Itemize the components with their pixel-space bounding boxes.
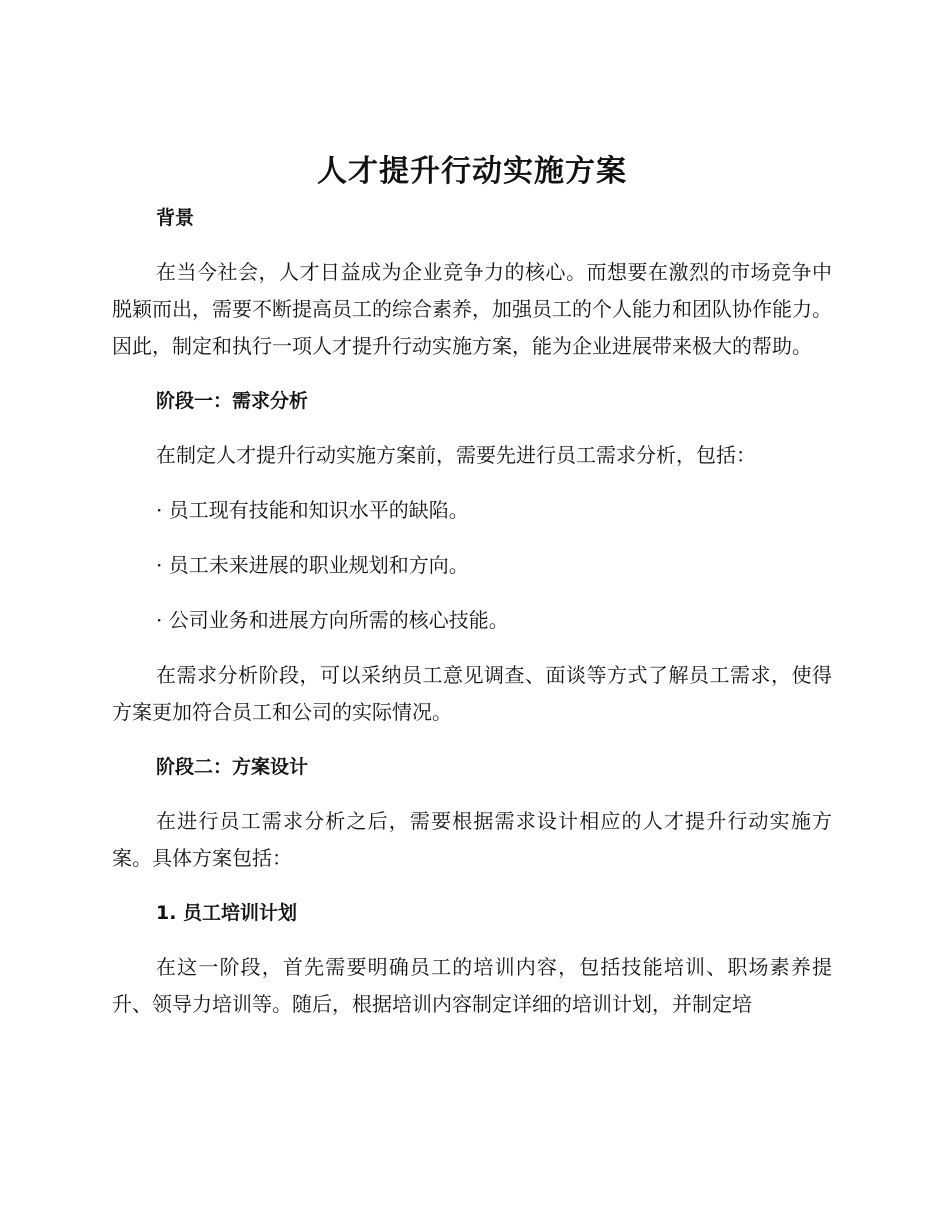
document-title: 人才提升行动实施方案: [317, 154, 627, 189]
section-heading-stage2: 阶段二：方案设计: [156, 756, 309, 778]
section-heading-background: 背景: [156, 207, 195, 229]
paragraph-stage2-intro: 在进行员工需求分析之后，需要根据需求设计相应的人才提升行动实施方案。具体方案包括：: [112, 809, 832, 870]
paragraph-stage1-outro: 在需求分析阶段，可以采纳员工意见调查、面谈等方式了解员工需求，使得方案更加符合员工和公司的实际情况。: [112, 663, 832, 724]
bullet-item: · 公司业务和进展方向所需的核心技能。: [156, 608, 509, 632]
section-heading-stage1: 阶段一：需求分析: [156, 390, 309, 412]
bullet-item: · 员工未来进展的职业规划和方向。: [156, 553, 469, 577]
subsection-heading-training-plan: 1. 员工培训计划: [156, 902, 298, 924]
paragraph-background: 在当今社会，人才日益成为企业竞争力的核心。而想要在激烈的市场竞争中脱颖而出，需要不断提高员工的综合素养，加强员工的个人能力和团队协作能力。因此，制定和执行一项人才提升行动实施方案，能为企业进展带来极大的帮助。: [112, 260, 832, 358]
document-page: [112, 148, 832, 1023]
paragraph-stage1-intro: 在制定人才提升行动实施方案前，需要先进行员工需求分析，包括：: [156, 443, 756, 467]
bullet-item: · 员工现有技能和知识水平的缺陷。: [156, 498, 469, 522]
paragraph-training-plan: 在这一阶段，首先需要明确员工的培训内容，包括技能培训、职场素养提升、领导力培训等。随后，根据培训内容制定详细的培训计划，并制定培: [112, 955, 832, 1016]
